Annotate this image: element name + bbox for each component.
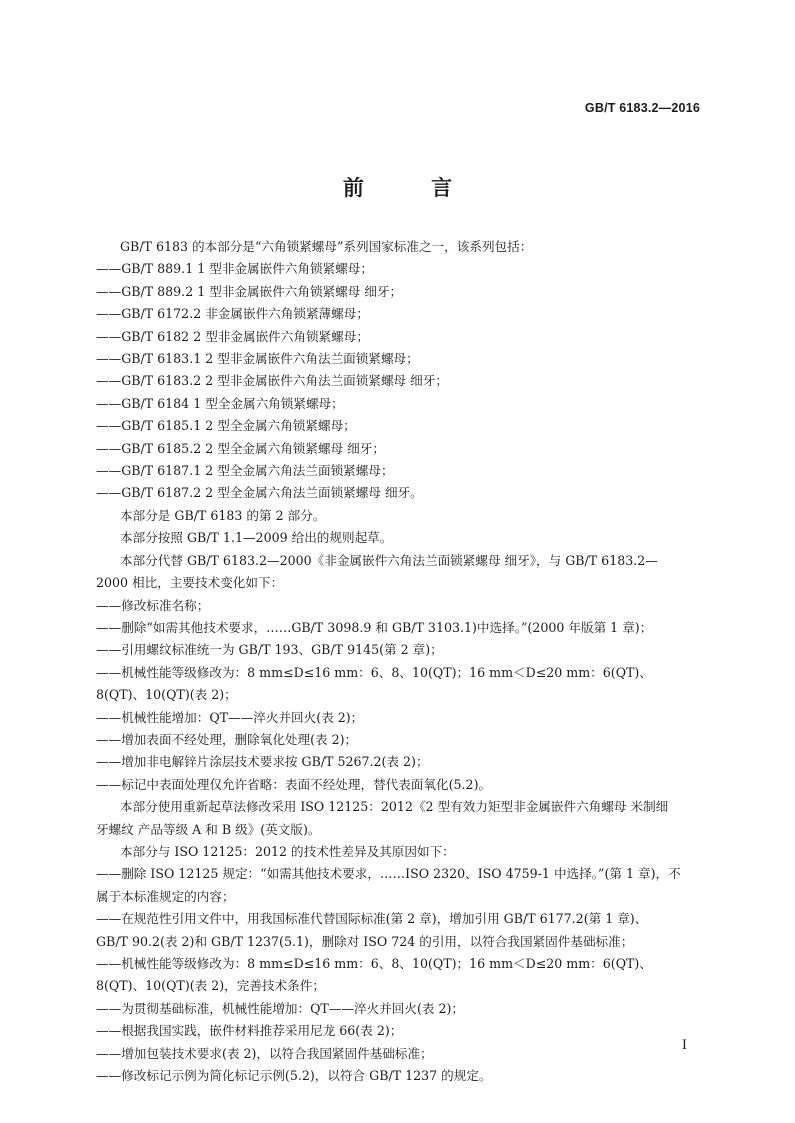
list-item: ——增加表面不经处理，删除氧化处理(表 2)； [96,731,358,747]
page-title: 前 言 [342,176,483,200]
list-item: ——GB/T 6182 2 型非金属嵌件六角锁紧螺母； [96,328,369,344]
standard-code: GB/T 6183.2—2016 [584,101,700,115]
list-item: ——修改标记示例为简化标记示例(5.2)，以符合 GB/T 1237 的规定。 [96,1068,492,1084]
list-item: ——根据我国实践，嵌件材料推荐采用尼龙 66(表 2)； [96,1023,403,1039]
list-item: ——删除 ISO 12125 规定：“如需其他技术要求，……ISO 2320、ISO 4759-1 中选择。”(第 1 章)，不 [96,866,681,882]
list-item: ——GB/T 6184 1 型全金属六角锁紧螺母； [96,395,344,411]
list-item: ——在规范性引用文件中，用我国标准代替国际标准(第 2 章)，增加引用 GB/T 6177.2(第 1 章)、 [96,911,648,927]
list-item: ——机械性能等级修改为：8 mm≤D≤16 mm：6、8、10(QT)；16 mm＜D≤20 mm：6(QT)、 [96,664,652,680]
list-item: ——GB/T 6185.2 2 型全金属六角锁紧螺母 细牙； [96,440,385,456]
list-item: ——GB/T 889.2 1 型非金属嵌件六角锁紧螺母 细牙； [96,283,403,299]
list-item: ——GB/T 6187.2 2 型全金属六角法兰面锁紧螺母 细牙。 [96,485,423,501]
list-item: ——GB/T 6172.2 非金属嵌件六角锁紧薄螺母； [96,306,369,322]
list-item: ——修改标准名称； [96,597,210,613]
paragraph-line: 本部分是 GB/T 6183 的第 2 部分。 [120,507,326,523]
paragraph-line: 本部分与 ISO 12125：2012 的技术性差异及其原因如下： [120,843,455,859]
paragraph-line: 8(QT)、10(QT)(表 2)，完善技术条件； [96,978,325,994]
paragraph-line: 2000 相比，主要技术变化如下： [96,575,284,591]
foreword-body [96,236,698,1087]
list-item: ——GB/T 6183.2 2 型非金属嵌件六角法兰面锁紧螺母 细牙； [96,373,448,389]
paragraph-line: 8(QT)、10(QT)(表 2)； [96,687,237,703]
list-item: ——引用螺纹标准统一为 GB/T 193、GB/T 9145(第 2 章)； [96,642,443,658]
list-item: ——增加包装技术要求(表 2)，以符合我国紧固件基础标准； [96,1045,433,1061]
list-item: ——增加非电解锌片涂层技术要求按 GB/T 5267.2(表 2)； [96,754,429,770]
paragraph-line: 本部分使用重新起草法修改采用 ISO 12125：2012《2 型有效力矩型非金属嵌件六角螺母 米制细 [120,799,669,815]
list-item: ——机械性能增加：QT——淬火并回火(表 2)； [96,709,364,725]
paragraph-line: GB/T 6183 的本部分是“六角锁紧螺母”系列国家标准之一，该系列包括： [120,239,533,254]
paragraph-line: 属于本标准规定的内容； [96,888,235,904]
list-item: ——标记中表面处理仅允许省略：表面不经处理，替代表面氧化(5.2)。 [96,776,492,792]
list-item: ——为贯彻基础标准，机械性能增加：QT——淬火并回火(表 2)； [96,1000,465,1016]
paragraph-line: 本部分按照 GB/T 1.1—2009 给出的规则起草。 [120,530,393,546]
list-item: ——GB/T 6185.1 2 型全金属六角锁紧螺母； [96,418,356,434]
paragraph-line: GB/T 90.2(表 2)和 GB/T 1237(5.1)，删除对 ISO 724 的引用，以符合我国紧固件基础标准； [96,933,634,949]
page-number: I [681,1038,687,1053]
list-item: ——GB/T 889.1 1 型非金属嵌件六角锁紧螺母； [96,261,373,277]
list-item: ——GB/T 6183.1 2 型非金属嵌件六角法兰面锁紧螺母； [96,351,419,367]
list-item: ——机械性能等级修改为：8 mm≤D≤16 mm：6、8、10(QT)；16 mm＜D≤20 mm：6(QT)、 [96,956,652,971]
paragraph-line: 牙螺纹 产品等级 A 和 B 级》(英文版)。 [96,821,321,837]
list-item: ——GB/T 6187.1 2 型全金属六角法兰面锁紧螺母； [96,463,394,479]
list-item: ——删除“如需其他技术要求，……GB/T 3098.9 和 GB/T 3103.1)中选择。”(2000 年版第 1 章)； [96,619,653,635]
paragraph-line: 本部分代替 GB/T 6183.2—2000《非金属嵌件六角法兰面锁紧螺母 细牙》，与 GB/T 6183.2— [120,552,658,568]
